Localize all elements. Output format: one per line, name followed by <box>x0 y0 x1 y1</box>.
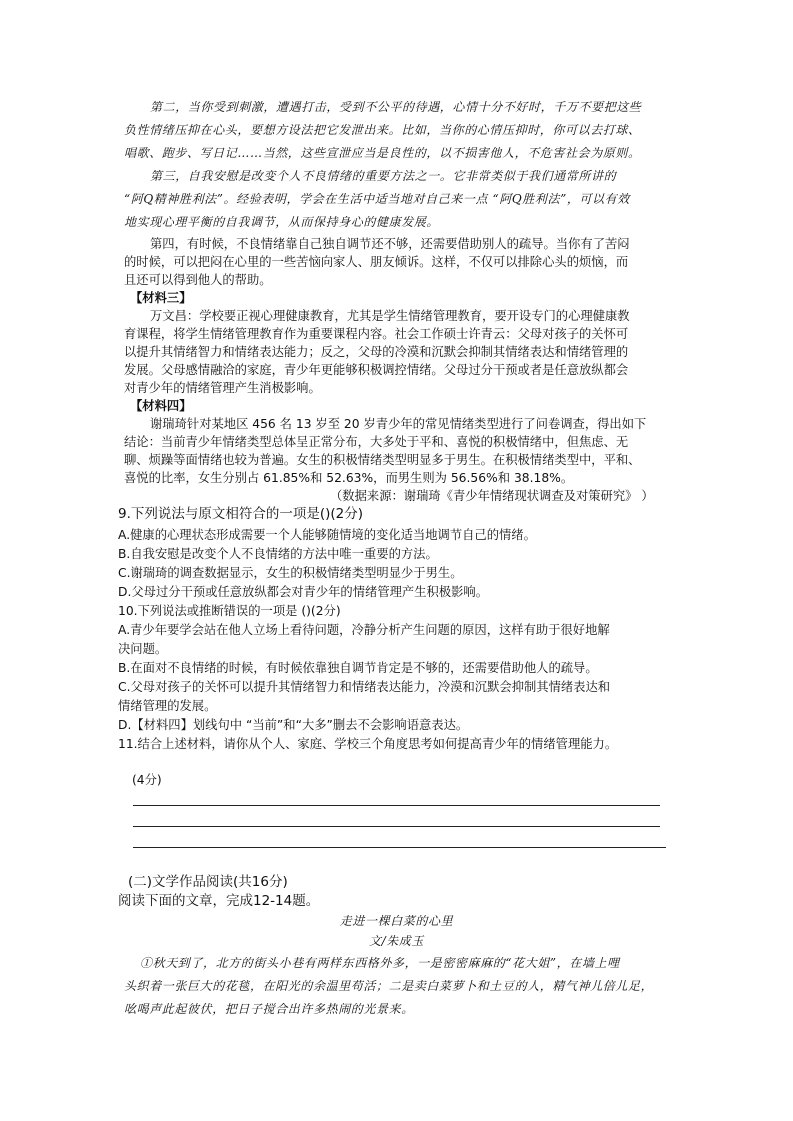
m2-p2-line1: 第二，当你受到刺激，遭遇打击，受到不公平的待遇，心情十分不好时，千万不要把这些 <box>150 100 642 114</box>
section2-instruction: 阅读下面的文章，完成12-14题。 <box>118 893 320 909</box>
m4-heading: 【材料四】 <box>130 399 192 413</box>
m4-source: （数据来源：谢瑞琦《青少年情绪现状调查及对策研究》 ） <box>330 489 654 503</box>
m3-line3: 以提升其情绪智力和情绪表达能力；反之，父母的冷漠和沉默会抑制其情绪表达和情绪管理的 <box>124 345 629 359</box>
m4-line4: 喜悦的比率，女生分别占 61.85%和 52.63%，而男生则为 56.56%和 38.18%。 <box>124 471 574 485</box>
article-title: 走进一棵白菜的心里 <box>339 914 454 928</box>
m2-p3-line1: 第三，自我安慰是改变个人不良情绪的重要方法之一。它非常类似于我们通常所讲的 <box>150 169 617 183</box>
q10-option-a-line1: A.青少年要学会站在他人立场上看待问题，冷静分析产生问题的原因，这样有助于很好地解 <box>118 623 610 637</box>
q9-option-b: B.自我安慰是改变个人不良情绪的方法中唯一重要的方法。 <box>118 547 438 561</box>
m2-p3-line3: 地实现心理平衡的自我调节，从而保持身心的健康发展。 <box>124 215 440 229</box>
answer-line-2[interactable] <box>133 826 660 827</box>
q10-stem: 10.下列说法或推断错误的一项是 ()(2分) <box>118 604 341 618</box>
q10-option-c-line2: 情绪管理的发展。 <box>118 699 217 713</box>
m2-p4-line1: 第四，有时候，不良情绪靠自己独自调节还不够，还需要借助别人的疏导。当你有了苦闷 <box>150 237 630 251</box>
q11-stem: 11.结合上述材料，请你从个人、家庭、学校三个角度思考如何提高青少年的情绪管理能力。 <box>118 737 618 751</box>
section2-heading: (二)文学作品阅读(共16分) <box>128 874 288 890</box>
m2-p4-line2: 的时候，可以把闷在心里的一些苦恼向家人、朋友倾诉。这样，不仅可以排除心头的烦恼，而 <box>124 255 629 269</box>
m3-line1: 万文昌：学校要正视心理健康教育，尤其是学生情绪管理教育，要开设专门的心理健康教 <box>150 309 630 323</box>
m3-heading: 【材料三】 <box>130 291 192 305</box>
m3-line4: 发展。父母感情融洽的家庭，青少年更能够积极调控情绪。父母过分干预或者是任意放纵都会 <box>124 363 629 377</box>
m2-p2-line2: 负性情绪压抑在心头，要想方设法把它发泄出来。比如，当你的心情压抑时，你可以去打球、 <box>124 123 641 137</box>
m2-p4-line3: 且还可以得到他人的帮助。 <box>124 273 272 287</box>
article-para1-line2: 头织着一张巨大的花毯，在阳光的余温里苟活；二是卖白菜萝卜和土豆的人，精气神儿倍儿足， <box>124 979 654 993</box>
q9-stem: 9.下列说法与原文相符合的一项是()(2分) <box>118 506 364 522</box>
m4-line1: 谢瑞琦针对某地区 456 名 13 岁至 20 岁青少年的常见情绪类型进行了问卷调查，得出如下 <box>150 417 647 431</box>
m2-p3-line2: “阿Q精神胜利法”。经验表明，学会在生活中适当地对自己来一点 “阿Q胜利法”，可以有效 <box>124 192 630 206</box>
q10-option-c-line1: C.父母对孩子的关怀可以提升其情绪智力和情绪表达能力，冷漠和沉默会抑制其情绪表达和 <box>118 680 611 694</box>
q9-option-d: D.父母过分干预或任意放纵都会对青少年的情绪管理产生积极影响。 <box>118 585 488 599</box>
q9-option-c: C.谢瑞琦的调查数据显示，女生的积极情绪类型明显少于男生。 <box>118 566 463 580</box>
m3-line5: 对青少年的情绪管理产生消极影响。 <box>124 381 321 395</box>
article-para1-line3: 吆喝声此起彼伏，把日子搅合出许多热闹的光景来。 <box>124 1002 414 1016</box>
q10-option-b: B.在面对不良情绪的时候，有时候依靠独自调节肯定是不够的，还需要借助他人的疏导。 <box>118 661 598 675</box>
article-para1-line1: ①秋天到了，北方的街头小巷有两样东西格外多，一是密密麻麻的“花大姐”，在墙上哩 <box>140 956 620 970</box>
m4-line2: 结论：当前青少年情绪类型总体呈正常分布，大多处于平和、喜悦的积极情绪中，但焦虑、无 <box>124 435 629 449</box>
answer-line-3[interactable] <box>133 847 666 848</box>
m2-p2-line3: 唱歌、跑步、写日记……当然，这些宣泄应当是良性的，以不损害他人，不危害社会为原则。 <box>124 146 641 160</box>
q10-option-d: D.【材料四】划线句中 “当前”和“大多”删去不会影响语意表达。 <box>118 718 469 732</box>
article-author: 文/朱成玉 <box>368 934 425 948</box>
q11-score: (4分) <box>132 773 162 787</box>
q10-option-a-line2: 决问题。 <box>118 642 168 656</box>
m3-line2: 育课程，将学生情绪管理教育作为重要课程内容。社会工作硕士许青云：父母对孩子的关怀可 <box>124 327 629 341</box>
m4-line3: 聊、烦躁等面情绪也较为普遍。女生的积极情绪类型明显多于男生。在积极情绪类型中，平和、 <box>124 453 641 467</box>
q9-option-a: A.健康的心理状态形成需要一个人能够随情境的变化适当地调节自己的情绪。 <box>118 528 536 542</box>
answer-line-1[interactable] <box>133 805 660 806</box>
